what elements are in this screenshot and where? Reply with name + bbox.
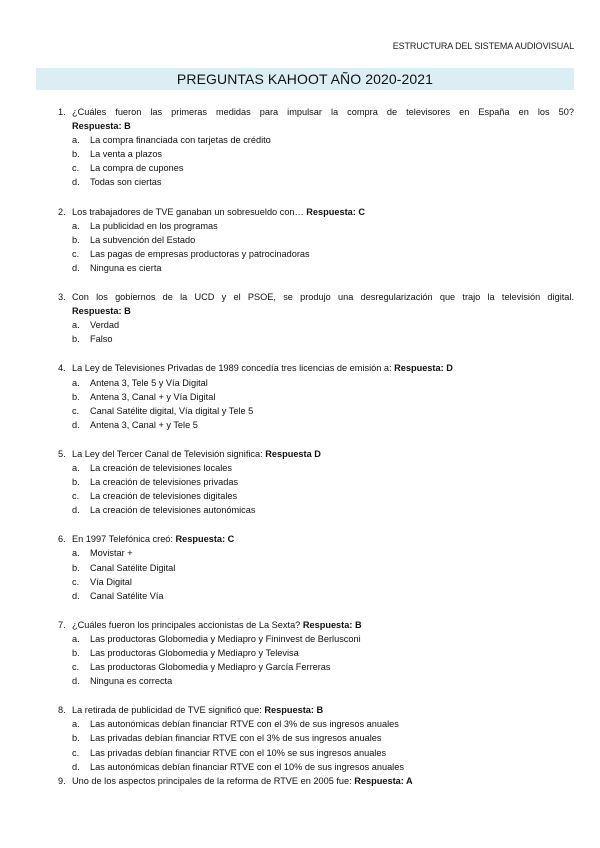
question-number: 7. [58,619,66,630]
option-item [72,461,574,475]
option-text: Ninguna es cierta [90,262,162,273]
option-letter: c. [72,576,80,587]
option-letter: b. [72,149,80,160]
option-text: La publicidad en los programas [90,220,218,231]
question-text [72,532,574,546]
document-title-band [36,68,574,90]
option-letter: c. [72,405,80,416]
question-body: ¿Cuáles fueron los principales accionistas de La Sexta? [72,619,301,630]
question-body: Los trabajadores de TVE ganaban un sobresueldo con… [72,206,304,217]
question-body: La Ley del Tercer Canal de Televisión significa: [72,448,263,459]
document-title: PREGUNTAS KAHOOT AÑO 2020-2021 [176,71,434,87]
question-text [72,205,574,219]
option-letter: a. [72,220,80,231]
question-text [72,290,574,318]
option-item [72,161,574,175]
option-item [72,561,574,575]
option-item [72,318,574,332]
option-item [72,175,574,189]
option-item [72,133,574,147]
option-letter: d. [72,761,80,772]
question-number: 9. [58,775,66,786]
question-item [58,774,574,788]
question-text [72,774,574,788]
question-body: La retirada de publicidad de TVE significó que: [72,705,262,716]
option-item [72,646,574,660]
option-item [72,632,574,646]
option-text: Canal Satélite Digital [90,562,176,573]
option-item [72,247,574,261]
question-list [58,105,574,803]
option-text: La creación de televisiones privadas [90,477,239,488]
option-letter: c. [72,747,80,758]
option-letter: b. [72,562,80,573]
option-item [72,717,574,731]
question-answer: Respuesta: B [72,306,131,317]
question-text [72,618,574,632]
option-list [72,461,574,517]
option-item [72,261,574,275]
option-list [72,376,574,432]
question-answer: Respuesta: A [354,775,413,786]
question-answer: Respuesta: B [302,619,362,630]
question-item [58,105,574,190]
option-text: La compra de cupones [90,163,184,174]
option-list [72,219,574,275]
option-text: Las autonómicas debían financiar RTVE con el 10% de sus ingresos anuales [90,761,404,772]
option-letter: b. [72,334,80,345]
option-text: Verdad [90,320,120,331]
option-item [72,404,574,418]
option-letter: d. [72,590,80,601]
question-item [58,205,574,275]
option-text: Falso [90,334,113,345]
question-item [58,361,574,431]
question-answer: Respuesta: B [264,705,324,716]
option-item [72,760,574,774]
question-body: Uno de los aspectos principales de la reforma de RTVE en 2005 fue: [72,775,352,786]
option-text: Vía Digital [90,576,132,587]
option-text: Las pagas de empresas productoras y patrocinadoras [90,248,310,259]
option-item [72,376,574,390]
option-text: Las privadas debían financiar RTVE con el 3% de sus ingresos anuales [90,733,382,744]
question-number: 4. [58,363,66,374]
option-text: La compra financiada con tarjetas de crédito [90,135,271,146]
option-item [72,233,574,247]
question-body: La Ley de Televisiones Privadas de 1989 concedía tres licencias de emisión a: [72,363,392,374]
option-item [72,147,574,161]
question-answer: Respuesta: C [306,206,366,217]
question-number: 1. [58,107,66,117]
option-text: Las productoras Globomedia y Mediapro y García Ferreras [90,662,331,673]
option-letter: b. [72,391,80,402]
option-letter: c. [72,662,80,673]
option-text: La subvención del Estado [90,234,196,245]
option-text: Todas son ciertas [90,177,162,188]
question-number: 2. [58,206,66,217]
option-letter: d. [72,262,80,273]
option-text: Antena 3, Canal + y Tele 5 [90,419,198,430]
question-body: ¿Cuáles fueron las primeras medidas para impulsar la compra de televisores en España en los 50? [72,107,574,117]
option-text: Canal Satélite digital, Vía digital y Tele 5 [90,405,254,416]
question-item [58,290,574,346]
option-list [72,717,574,773]
option-item [72,489,574,503]
option-letter: a. [72,377,80,388]
option-item [72,219,574,233]
option-text: La creación de televisiones autonómicas [90,505,256,516]
option-item [72,475,574,489]
option-letter: a. [72,135,80,146]
option-text: La creación de televisiones digitales [90,491,238,502]
question-number: 5. [58,448,66,459]
question-number: 3. [58,292,66,303]
question-item [58,532,574,602]
question-answer: Respuesta D [265,448,321,459]
option-letter: b. [72,477,80,488]
question-item [58,447,574,517]
option-item [72,589,574,603]
option-text: Antena 3, Tele 5 y Vía Digital [90,377,208,388]
option-list [72,318,574,346]
option-letter: a. [72,462,80,473]
option-text: Movistar + [90,548,133,559]
question-body: En 1997 Telefónica creó: [72,534,173,545]
option-text: Ninguna es correcta [90,676,173,687]
option-letter: a. [72,719,80,730]
option-letter: a. [72,633,80,644]
question-number: 8. [58,705,66,716]
question-text [72,447,574,461]
document-header: ESTRUCTURA DEL SISTEMA AUDIOVISUAL [392,41,574,51]
option-text: Canal Satélite Vía [90,590,164,601]
option-text: Las autonómicas debían financiar RTVE con el 3% de sus ingresos anuales [90,719,399,730]
option-text: Las privadas debían financiar RTVE con el 10% se sus ingresos anuales [90,747,387,758]
option-text: Antena 3, Canal + y Vía Digital [90,391,216,402]
option-item [72,746,574,760]
option-item [72,418,574,432]
question-answer: Respuesta: C [175,534,235,545]
option-letter: c. [72,163,80,174]
question-text [72,105,574,133]
option-list [72,133,574,189]
question-item [58,618,574,688]
question-text [72,361,574,375]
option-text: La creación de televisiones locales [90,462,232,473]
question-number: 6. [58,534,66,545]
option-text: La venta a plazos [90,149,163,160]
option-letter: a. [72,548,80,559]
option-item [72,731,574,745]
option-letter: b. [72,733,80,744]
option-letter: d. [72,676,80,687]
option-item [72,332,574,346]
option-letter: c. [72,248,80,259]
option-text: Las productoras Globomedia y Mediapro y Fininvest de Berlusconi [90,633,361,644]
option-item [72,390,574,404]
option-letter: c. [72,491,80,502]
question-answer: Respuesta: D [394,363,453,374]
option-item [72,546,574,560]
option-letter: b. [72,234,80,245]
option-letter: a. [72,320,80,331]
option-letter: b. [72,648,80,658]
question-answer: Respuesta: B [72,121,131,132]
question-body: Con los gobiernos de la UCD y el PSOE, se produjo una desregularización que trajo la televisión digital. [72,292,574,303]
option-letter: d. [72,419,80,430]
option-list [72,546,574,602]
question-item [58,703,574,773]
option-list [72,632,574,688]
option-text: Las productoras Globomedia y Mediapro y Televisa [90,648,299,658]
option-item [72,503,574,517]
option-letter: d. [72,177,80,188]
question-text [72,703,574,717]
option-item [72,674,574,688]
option-item [72,660,574,674]
option-letter: d. [72,505,80,516]
option-item [72,575,574,589]
